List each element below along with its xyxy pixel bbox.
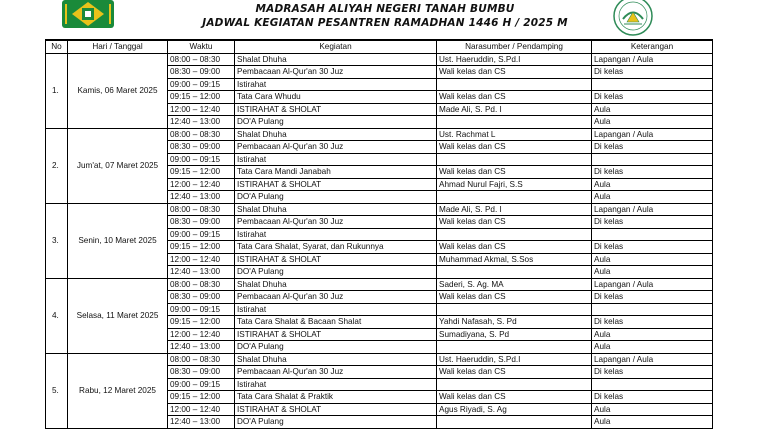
speaker-cell: Wali kelas dan CS — [437, 216, 592, 229]
table-row — [46, 353, 713, 366]
time-cell: 09:00 – 09:15 — [168, 303, 235, 316]
time-cell: 12:00 – 12:40 — [168, 103, 235, 116]
day-date: Rabu, 12 Maret 2025 — [68, 353, 168, 428]
time-cell: 12:00 – 12:40 — [168, 178, 235, 191]
school-title: MADRASAH ALIYAH NEGERI TANAH BUMBU — [255, 3, 515, 15]
note-cell: Di kelas — [592, 91, 713, 104]
note-cell: Lapangan / Aula — [592, 53, 713, 66]
time-cell: 08:30 – 09:00 — [168, 291, 235, 304]
speaker-cell — [437, 228, 592, 241]
activity-cell: Tata Cara Whudu — [235, 91, 437, 104]
time-cell: 12:00 – 12:40 — [168, 403, 235, 416]
activity-cell: Pembacaan Al-Qur'an 30 Juz — [235, 366, 437, 379]
time-cell: 08:00 – 08:30 — [168, 53, 235, 66]
activity-cell: Pembacaan Al-Qur'an 30 Juz — [235, 66, 437, 79]
note-cell: Di kelas — [592, 66, 713, 79]
activity-cell: Shalat Dhuha — [235, 278, 437, 291]
table-row — [46, 278, 713, 291]
activity-cell: ISTIRAHAT & SHOLAT — [235, 403, 437, 416]
activity-cell: Istirahat — [235, 228, 437, 241]
note-cell: Di kelas — [592, 316, 713, 329]
activity-cell: Pembacaan Al-Qur'an 30 Juz — [235, 216, 437, 229]
time-cell: 12:40 – 13:00 — [168, 341, 235, 354]
activity-cell: ISTIRAHAT & SHOLAT — [235, 178, 437, 191]
speaker-cell: Ahmad Nurul Fajri, S.S — [437, 178, 592, 191]
note-cell: Lapangan / Aula — [592, 353, 713, 366]
time-cell: 12:00 – 12:40 — [168, 328, 235, 341]
speaker-cell — [437, 153, 592, 166]
time-cell: 08:30 – 09:00 — [168, 66, 235, 79]
table-row — [46, 203, 713, 216]
time-cell: 12:40 – 13:00 — [168, 116, 235, 129]
note-cell: Di kelas — [592, 291, 713, 304]
day-date: Senin, 10 Maret 2025 — [68, 203, 168, 278]
note-cell: Lapangan / Aula — [592, 203, 713, 216]
speaker-cell: Wali kelas dan CS — [437, 241, 592, 254]
activity-cell: Istirahat — [235, 303, 437, 316]
speaker-cell: Wali kelas dan CS — [437, 66, 592, 79]
speaker-cell — [437, 378, 592, 391]
activity-cell: Shalat Dhuha — [235, 353, 437, 366]
note-cell: Di kelas — [592, 366, 713, 379]
note-cell: Di kelas — [592, 141, 713, 154]
speaker-cell: Ust. Haeruddin, S.Pd.I — [437, 53, 592, 66]
schedule-body — [46, 53, 713, 428]
speaker-cell — [437, 191, 592, 204]
time-cell: 09:15 – 12:00 — [168, 91, 235, 104]
time-cell: 08:00 – 08:30 — [168, 353, 235, 366]
time-cell: 09:00 – 09:15 — [168, 78, 235, 91]
note-cell — [592, 153, 713, 166]
day-number: 1. — [46, 53, 68, 128]
speaker-cell: Wali kelas dan CS — [437, 291, 592, 304]
speaker-cell: Wali kelas dan CS — [437, 166, 592, 179]
column-header-speaker: Narasumber / Pendamping — [437, 40, 592, 53]
time-cell: 08:00 – 08:30 — [168, 203, 235, 216]
activity-cell: DO'A Pulang — [235, 341, 437, 354]
table-row — [46, 128, 713, 141]
note-cell: Aula — [592, 103, 713, 116]
time-cell: 08:30 – 09:00 — [168, 216, 235, 229]
note-cell: Aula — [592, 178, 713, 191]
activity-cell: Tata Cara Shalat, Syarat, dan Rukunnya — [235, 241, 437, 254]
activity-cell: DO'A Pulang — [235, 416, 437, 429]
schedule-table — [45, 39, 713, 429]
note-cell — [592, 303, 713, 316]
column-header-no: No — [46, 40, 68, 53]
day-number: 3. — [46, 203, 68, 278]
column-header-time: Waktu — [168, 40, 235, 53]
table-row — [46, 53, 713, 66]
speaker-cell — [437, 341, 592, 354]
day-date: Kamis, 06 Maret 2025 — [68, 53, 168, 128]
column-header-activity: Kegiatan — [235, 40, 437, 53]
note-cell: Aula — [592, 328, 713, 341]
activity-cell: ISTIRAHAT & SHOLAT — [235, 328, 437, 341]
activity-cell: DO'A Pulang — [235, 116, 437, 129]
note-cell: Lapangan / Aula — [592, 128, 713, 141]
note-cell: Di kelas — [592, 166, 713, 179]
note-cell: Aula — [592, 416, 713, 429]
day-date: Selasa, 11 Maret 2025 — [68, 278, 168, 353]
time-cell: 09:15 – 12:00 — [168, 391, 235, 404]
activity-cell: DO'A Pulang — [235, 266, 437, 279]
note-cell: Aula — [592, 403, 713, 416]
activity-cell: ISTIRAHAT & SHOLAT — [235, 253, 437, 266]
table-header-row — [46, 40, 713, 53]
time-cell: 08:30 – 09:00 — [168, 366, 235, 379]
day-number: 2. — [46, 128, 68, 203]
note-cell: Di kelas — [592, 391, 713, 404]
speaker-cell: Yahdi Nafasah, S. Pd — [437, 316, 592, 329]
speaker-cell: Made Ali, S. Pd. I — [437, 103, 592, 116]
activity-cell: Shalat Dhuha — [235, 53, 437, 66]
activity-cell: ISTIRAHAT & SHOLAT — [235, 103, 437, 116]
speaker-cell: Muhammad Akmal, S.Sos — [437, 253, 592, 266]
speaker-cell — [437, 266, 592, 279]
note-cell: Aula — [592, 341, 713, 354]
day-number: 5. — [46, 353, 68, 428]
speaker-cell: Wali kelas dan CS — [437, 391, 592, 404]
activity-cell: Tata Cara Mandi Janabah — [235, 166, 437, 179]
time-cell: 08:30 – 09:00 — [168, 141, 235, 154]
schedule-title: JADWAL KEGIATAN PESANTREN RAMADHAN 1446 H / 2025 M — [202, 17, 568, 29]
column-header-date: Hari / Tanggal — [68, 40, 168, 53]
time-cell: 09:00 – 09:15 — [168, 153, 235, 166]
speaker-cell: Saderi, S. Ag. MA — [437, 278, 592, 291]
speaker-cell — [437, 78, 592, 91]
note-cell — [592, 78, 713, 91]
time-cell: 09:15 – 12:00 — [168, 166, 235, 179]
time-cell: 09:15 – 12:00 — [168, 316, 235, 329]
speaker-cell: Made Ali, S. Pd. I — [437, 203, 592, 216]
speaker-cell: Sumadiyana, S. Pd — [437, 328, 592, 341]
activity-cell: Istirahat — [235, 378, 437, 391]
note-cell: Aula — [592, 116, 713, 129]
activity-cell: Istirahat — [235, 78, 437, 91]
speaker-cell: Wali kelas dan CS — [437, 366, 592, 379]
note-cell: Lapangan / Aula — [592, 278, 713, 291]
speaker-cell: Wali kelas dan CS — [437, 91, 592, 104]
day-date: Jum'at, 07 Maret 2025 — [68, 128, 168, 203]
activity-cell: Tata Cara Shalat & Praktik — [235, 391, 437, 404]
time-cell: 08:00 – 08:30 — [168, 278, 235, 291]
time-cell: 09:15 – 12:00 — [168, 241, 235, 254]
day-number: 4. — [46, 278, 68, 353]
note-cell — [592, 378, 713, 391]
time-cell: 12:40 – 13:00 — [168, 266, 235, 279]
madrasah-seal-icon — [606, 0, 660, 38]
time-cell: 09:00 – 09:15 — [168, 378, 235, 391]
speaker-cell — [437, 116, 592, 129]
speaker-cell: Ust. Haeruddin, S.Pd.I — [437, 353, 592, 366]
activity-cell: Shalat Dhuha — [235, 203, 437, 216]
activity-cell: Pembacaan Al-Qur'an 30 Juz — [235, 291, 437, 304]
activity-cell: Pembacaan Al-Qur'an 30 Juz — [235, 141, 437, 154]
speaker-cell: Ust. Rachmat L — [437, 128, 592, 141]
time-cell: 08:00 – 08:30 — [168, 128, 235, 141]
activity-cell: Shalat Dhuha — [235, 128, 437, 141]
time-cell: 12:40 – 13:00 — [168, 416, 235, 429]
column-header-note: Keterangan — [592, 40, 713, 53]
kemenag-logo-icon — [58, 0, 118, 30]
note-cell: Aula — [592, 253, 713, 266]
note-cell: Aula — [592, 191, 713, 204]
speaker-cell — [437, 303, 592, 316]
speaker-cell: Agus Riyadi, S. Ag — [437, 403, 592, 416]
note-cell: Di kelas — [592, 241, 713, 254]
note-cell: Di kelas — [592, 216, 713, 229]
note-cell: Aula — [592, 266, 713, 279]
note-cell — [592, 228, 713, 241]
speaker-cell: Wali kelas dan CS — [437, 141, 592, 154]
activity-cell: Istirahat — [235, 153, 437, 166]
activity-cell: Tata Cara Shalat & Bacaan Shalat — [235, 316, 437, 329]
time-cell: 12:00 – 12:40 — [168, 253, 235, 266]
activity-cell: DO'A Pulang — [235, 191, 437, 204]
time-cell: 12:40 – 13:00 — [168, 191, 235, 204]
time-cell: 09:00 – 09:15 — [168, 228, 235, 241]
